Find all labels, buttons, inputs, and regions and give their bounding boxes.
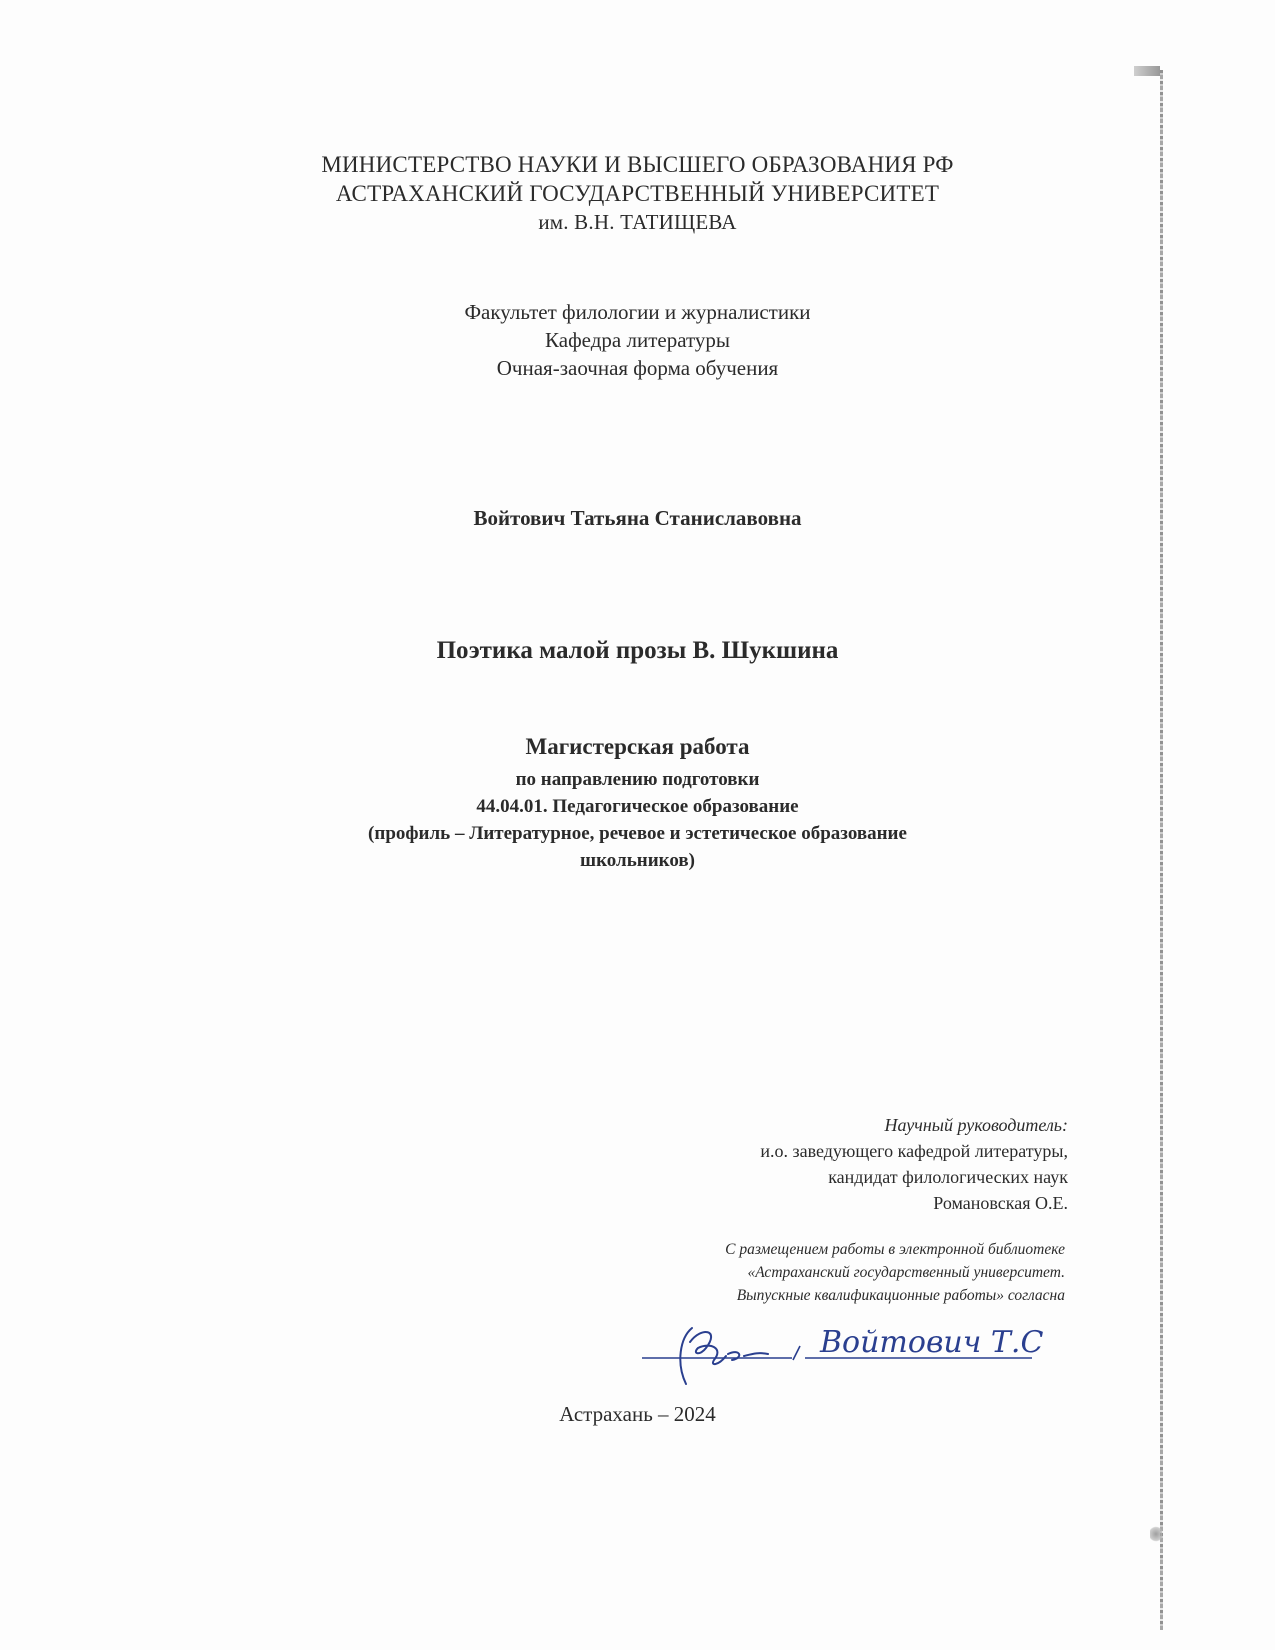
profile-line-2: школьников) <box>580 850 695 871</box>
supervisor-degree: кандидат филологических наук <box>828 1167 1068 1187</box>
ministry-name: МИНИСТЕРСТВО НАУКИ И ВЫСШЕГО ОБРАЗОВАНИЯ РФ <box>321 152 954 177</box>
faculty-info <box>0 298 1275 382</box>
department-name: Кафедра литературы <box>545 328 730 352</box>
thesis-title: Поэтика малой прозы В. Шукшина <box>436 637 839 664</box>
supervisor-position: и.о. заведующего кафедрой литературы, <box>760 1141 1068 1161</box>
supervisor-name: Романовская О.Е. <box>933 1193 1068 1213</box>
supervisor-label: Научный руководитель: <box>884 1115 1068 1135</box>
scan-corner-artifact <box>1150 1525 1162 1543</box>
consent-line-3: Выпускные квалификационные работы» согласна <box>736 1287 1065 1304</box>
library-consent <box>725 1238 1065 1307</box>
consent-line-2: «Астраханский государственный университет. <box>747 1264 1065 1281</box>
scan-corner-artifact <box>1134 66 1160 76</box>
study-form: Очная-заочная форма обучения <box>496 356 779 380</box>
supervisor-block <box>760 1112 1068 1216</box>
consent-line-1: С размещением работы в электронной библиотеке <box>725 1241 1065 1258</box>
institution-header <box>0 150 1275 237</box>
handwritten-signature <box>640 1318 1070 1388</box>
work-type: Магистерская работа <box>525 734 750 759</box>
work-details <box>0 766 1275 874</box>
direction-label: по направлению подготовки <box>515 769 760 790</box>
university-name: АСТРАХАНСКИЙ ГОСУДАРСТВЕННЫЙ УНИВЕРСИТЕТ <box>335 181 940 206</box>
handwritten-name: Войтович Т.С <box>820 1325 1044 1360</box>
author-name: Войтович Татьяна Станиславовна <box>473 506 802 530</box>
direction-code: 44.04.01. Педагогическое образование <box>476 796 799 817</box>
profile-line-1: (профиль – Литературное, речевое и эстетическое образование <box>368 823 907 844</box>
university-named-after: им. В.Н. ТАТИЩЕВА <box>538 210 737 234</box>
faculty-name: Факультет филологии и журналистики <box>464 300 811 324</box>
city-year: Астрахань – 2024 <box>559 1402 716 1426</box>
